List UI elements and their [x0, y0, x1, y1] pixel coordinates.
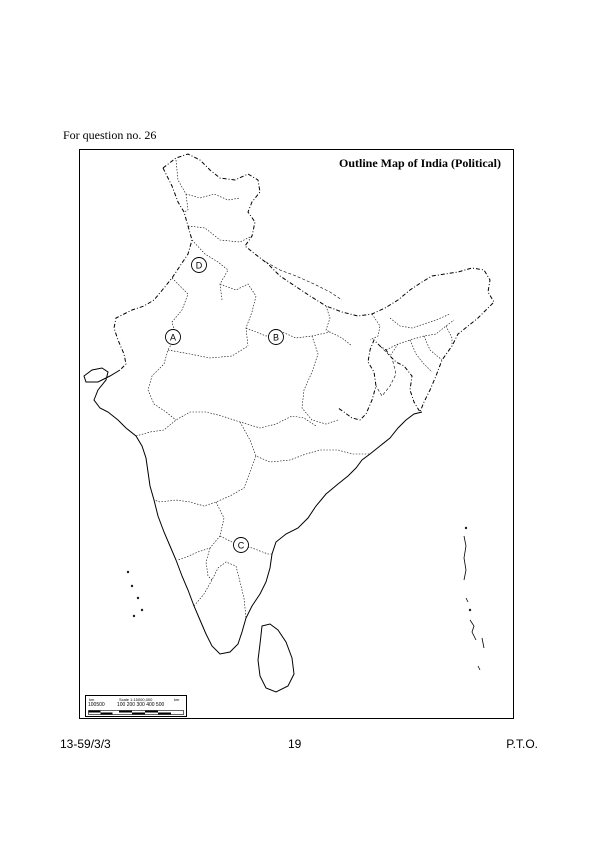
- scale-ruler: [88, 710, 184, 715]
- marker-d: [192, 258, 207, 273]
- marker-c: [234, 538, 249, 553]
- scale-bar: [85, 695, 187, 717]
- marker-d-label: D: [195, 260, 203, 271]
- scale-text: Scale 1:15000,000: [119, 697, 153, 702]
- sri-lanka: [258, 624, 294, 692]
- scale-km-right: km: [174, 697, 180, 702]
- map-title: Outline Map of India (Political): [339, 156, 501, 170]
- marker-a: [166, 330, 181, 345]
- marker-b: [269, 330, 284, 345]
- question-label: For question no. 26: [63, 128, 157, 142]
- international-boundary: [163, 154, 494, 420]
- footer-page-number: 19: [288, 737, 302, 751]
- marker-c-label: C: [237, 540, 245, 551]
- footer-code: 13-59/3/3: [60, 737, 111, 751]
- marker-a-label: A: [169, 332, 177, 343]
- coastline: [84, 368, 422, 654]
- map-frame: [79, 149, 514, 719]
- footer-pto: P.T.O.: [506, 737, 538, 751]
- scale-left-numbers: 100500: [88, 702, 105, 708]
- india-outline-map: [80, 150, 515, 720]
- islands: [127, 527, 484, 670]
- scale-right-numbers: 100 200 300 400 500: [117, 702, 165, 708]
- marker-b-label: B: [272, 332, 280, 343]
- scale-km-left: km: [89, 697, 95, 702]
